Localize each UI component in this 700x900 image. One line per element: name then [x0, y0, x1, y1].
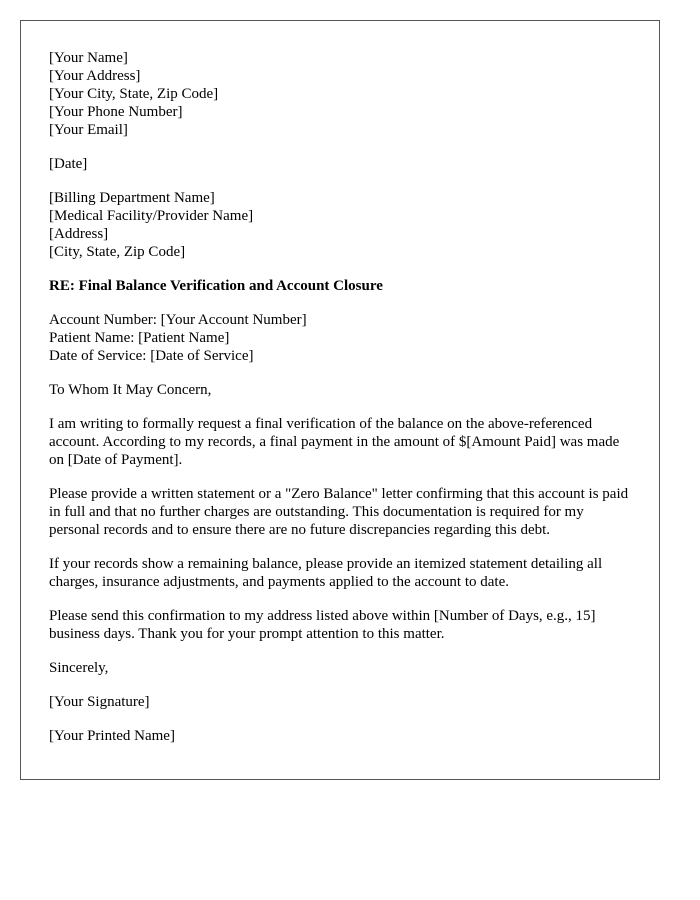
recipient-city-state-zip: [City, State, Zip Code]	[49, 244, 186, 260]
signature-block	[49, 693, 631, 711]
sender-block	[49, 49, 631, 139]
subject-block	[49, 277, 631, 295]
patient-name: Patient Name: [Patient Name]	[49, 330, 230, 346]
recipient-block	[49, 189, 631, 261]
body-paragraph-2: Please provide a written statement or a "Zero Balance" letter confirming that this account is paid in full and that no further charges are outstanding. This documentation is required for my personal records and to ensure there are no future discrepancies regarding this debt.	[49, 486, 629, 538]
salutation-block	[49, 381, 631, 399]
date-block	[49, 155, 631, 173]
recipient-address: [Address]	[49, 226, 109, 242]
account-info-block	[49, 311, 631, 365]
sender-name: [Your Name]	[49, 50, 128, 66]
salutation: To Whom It May Concern,	[49, 382, 212, 398]
recipient-facility: [Medical Facility/Provider Name]	[49, 208, 254, 224]
sender-address: [Your Address]	[49, 68, 141, 84]
sender-phone: [Your Phone Number]	[49, 104, 183, 120]
printed-name: [Your Printed Name]	[49, 728, 175, 744]
date-of-service: Date of Service: [Date of Service]	[49, 348, 254, 364]
letter-page	[20, 20, 660, 780]
sender-city-state-zip: [Your City, State, Zip Code]	[49, 86, 219, 102]
letter-date: [Date]	[49, 156, 88, 172]
closing-block	[49, 659, 631, 677]
subject-line: RE: Final Balance Verification and Account Closure	[49, 278, 383, 294]
printed-name-block	[49, 727, 631, 745]
closing: Sincerely,	[49, 660, 109, 676]
body-paragraph-1: I am writing to formally request a final verification of the balance on the above-referenced account. According to my records, a final payment in the amount of $[Amount Paid] was made on [Date of Payment].	[49, 416, 620, 468]
body-paragraph-4: Please send this confirmation to my address listed above within [Number of Days, e.g., 15] business days. Thank you for your prompt attention to this matter.	[49, 608, 596, 642]
signature: [Your Signature]	[49, 694, 150, 710]
sender-email: [Your Email]	[49, 122, 128, 138]
account-number: Account Number: [Your Account Number]	[49, 312, 307, 328]
body-paragraph-3: If your records show a remaining balance, please provide an itemized statement detailing all charges, insurance adjustments, and payments applied to the account to date.	[49, 556, 603, 590]
recipient-department: [Billing Department Name]	[49, 190, 215, 206]
